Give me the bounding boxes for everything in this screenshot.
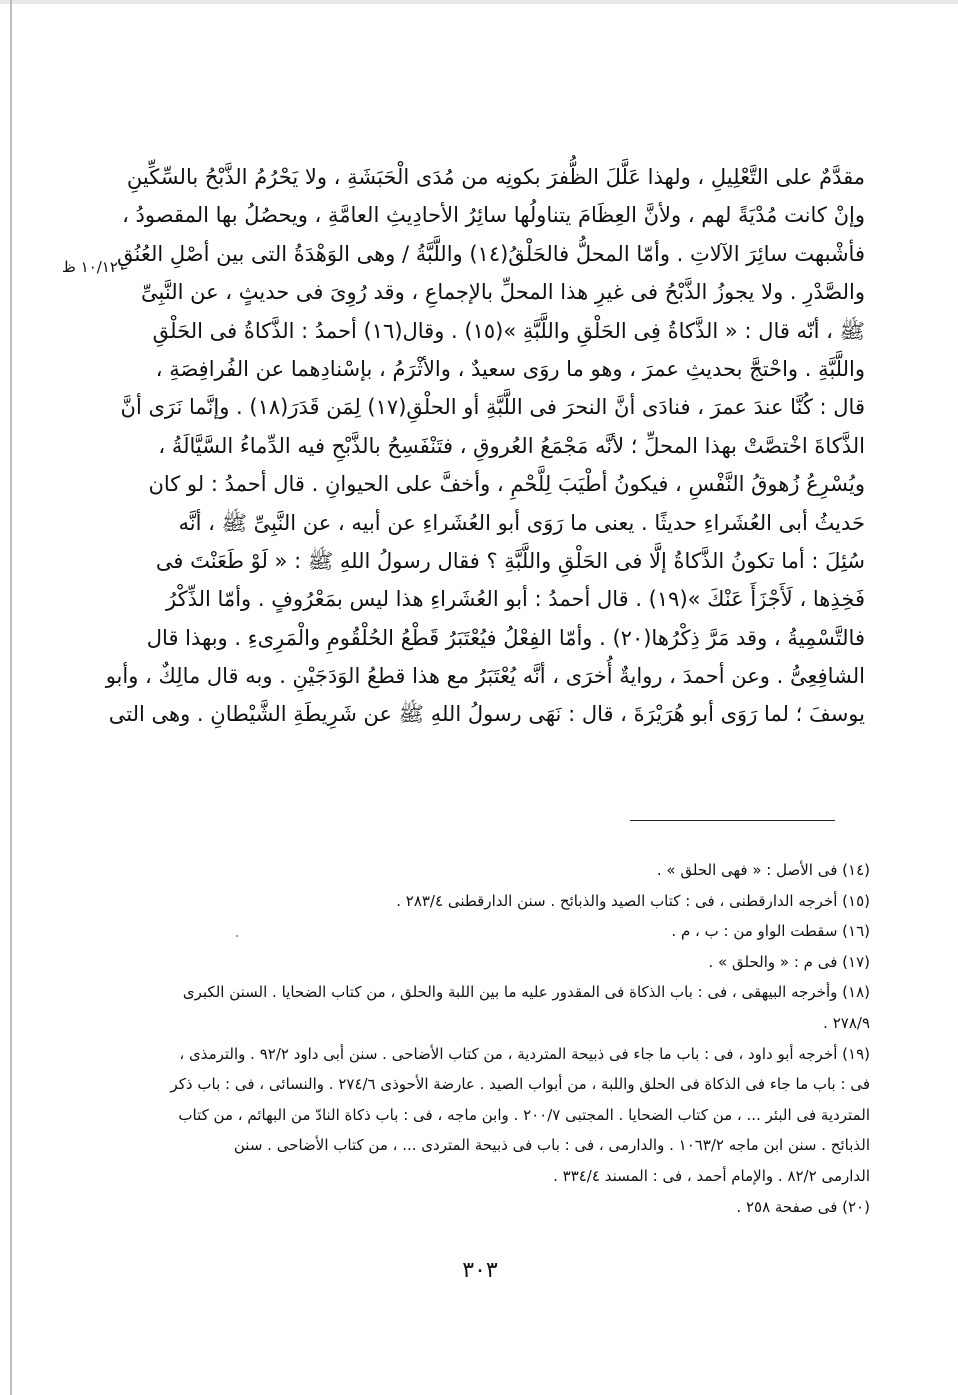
scan-top-edge: [0, 0, 958, 4]
scan-speck: [236, 935, 238, 937]
footnote-line: (١٨) وأخرجه البيهقى ، فى : باب الذكاة فى المقدور عليه ما بين اللبة والحلق ، من كتاب الضحايا . السنن الكبرى: [182, 983, 870, 1002]
main-text-line: وإنْ كانت مُدْيَةً لهم ، ولأنَّ العِظَامَ يتناولُها سائِرُ الأحادِيثِ العامَّةِ ، ويحصُلُ بها المقصودُ ،: [122, 203, 865, 228]
main-text-line: مقدَّمٌ على التَّعْلِيلِ ، ولهذا عَلَّلَ الظُّفرَ بكونِه من مُدَى الْحَبَشَةِ ، ولا يَحْرُمُ الذَّبْحُ بالسِّكِّينِ: [126, 165, 865, 189]
main-text-line: واللَّبَّةِ . واحْتجَّ بحديثِ عمرَ ، وهو ما روَى سعيدٌ ، والأثْرَمُ ، بإسْنادِهما عن الفُرافِصَةِ ،: [155, 356, 865, 381]
scan-left-edge: [10, 0, 12, 1395]
footnote-line: (١٥) أخرجه الدارقطنى ، فى : كتاب الصيد والذبائح . سنن الدارقطنى ٢٨٣/٤ .: [396, 891, 870, 910]
footnote-line: (١٤) فى الأصل : « فهى الحلق » .: [656, 861, 870, 879]
main-text-line: ﷺ ، أنّه قال : « الذَّكاةُ فِى الحَلْقِ واللَّبَّةِ »(١٥) . وقال(١٦) أحمدُ : الذَّكاةُ فى الحَلْقِ: [152, 318, 865, 343]
footnote-line: (١٩) أخرجه أبو داود ، فى : باب ما جاء فى ذبيحة المتردية ، من كتاب الأضاحى . سنن أبى داود ٩٢/٢ . والترمذى ،: [179, 1044, 870, 1063]
footnote-line: ٢٧٨/٩ .: [823, 1013, 870, 1032]
main-text-line: ويُسْرِعُ زُهوقُ النَّفْسِ ، فيكونُ أطْيَبَ لِلَّحْمِ ، وأخفَّ على الحيوانِ . قال أحمدُ : لو كان: [148, 472, 865, 497]
main-text-line: فأشْبهت سائِرَ الآلاتِ . وأمّا المحلُّ فالحَلْقُ(١٤) واللَّبَّةُ / وهى الوَهْدَةُ التى بين أصْلِ العُنُقِ: [117, 241, 865, 266]
page-number: ٣٠٣: [462, 1258, 498, 1283]
margin-folio-note: ١٠/١٢٠ ظ: [62, 258, 126, 276]
footnote-line: المتردية فى البئر ... ، من كتاب الضحايا . المجتبى ٢٠٠/٧ . وابن ماجه ، فى : باب ذكاة النادّ من البهائم ، من كتاب: [178, 1105, 870, 1124]
main-text-line: الذَّكاةَ اخْتصَّتْ بهذا المحلِّ ؛ لأنَّه مَجْمَعُ العُروقِ ، فتَنْفَسِحُ بالذَّبْحِ فيه الدِّماءُ السَّيَّالَةُ ،: [158, 433, 865, 458]
main-text-line: قال : كُنَّا عندَ عمرَ ، فنادَى أنَّ النحرَ فى اللَّبَّةِ أو الحلْقِ(١٧) لِمَن قَدَرَ(١٨) . وإنَّما نَرَى أنَّ: [120, 395, 865, 420]
footnote-line: الدارمى ٨٢/٢ . والإمام أحمد ، فى : المسند ٣٣٤/٤ .: [553, 1166, 870, 1185]
footnote-line: (١٧) فى م : « والحلق » .: [708, 952, 870, 971]
main-text-line: والصَّدْرِ . ولا يجوزُ الذَّبْحُ فى غيرِ هذا المحلِّ بالإجماعِ ، وقد رُوِىَ فى حديثٍ ، عن النَّبِىِّ: [141, 280, 865, 305]
main-text-line: حَديثُ أبى العُشَراءِ حديثًا . يعنى ما رَوَى أبو العُشَراءِ عن أبيه ، عن النَّبِىِّ ﷺ ، أنَّه: [178, 510, 865, 535]
main-text-line: فالتَّسْمِيةُ ، وقد مَرَّ ذِكْرُها(٢٠) . وأمّا الفِعْلُ فيُعْتَبَرُ قَطْعُ الحُلْقُومِ والْمَرِىءِ . وبهذا قال: [146, 625, 865, 650]
footnote-line: الذبائح . سنن ابن ماجه ١٠٦٣/٢ . والدارمى ، فى : باب فى ذبيحة المتردى ... ، من كتاب الأضاحى . سنن: [233, 1136, 870, 1155]
main-text-line: سُئِلَ : أما تكونُ الذَّكاةُ إلَّا فى الحَلْقِ واللَّبَّةِ ؟ فقال رسولُ اللهِ ﷺ : « لَوْ طَعَنْتَ فى: [155, 548, 865, 573]
main-text-line: يوسفَ ؛ لما رَوَى أبو هُرَيْرَةَ ، قال : نَهَى رسولُ اللهِ ﷺ عن شَرِيطَةِ الشَّيْطانِ . وهى التى: [108, 702, 865, 727]
footnote-separator: [630, 820, 835, 821]
main-text-line: فَخِذِها ، لَأَجْزَأَ عَنْكَ »(١٩) . قال أحمدُ : أبو العُشَراءِ هذا ليس بمَعْرُوفٍ . وأمّا الذِّكْرُ: [166, 587, 865, 612]
footnotes-block: [165, 855, 870, 1222]
footnote-line: (١٦) سقطت الواو من : ب ، م .: [671, 922, 870, 941]
main-text-block: [105, 158, 865, 734]
footnote-line: فى : باب ما جاء فى الذكاة فى الحلق واللبة ، من أبواب الصيد . عارضة الأحوذى ٢٧٤/٦ . والنسائى ، فى : باب ذكر: [170, 1075, 870, 1094]
main-text-line: الشافِعِىُّ . وعن أحمدَ ، روايةٌ أُخرَى ، أنَّه يُعْتَبَرُ مع هذا قطعُ الوَدَجَيْنِ . وبه قال مالِكٌ ، وأبو: [105, 664, 865, 689]
footnote-line: (٢٠) فى صفحة ٢٥٨ .: [736, 1197, 870, 1216]
